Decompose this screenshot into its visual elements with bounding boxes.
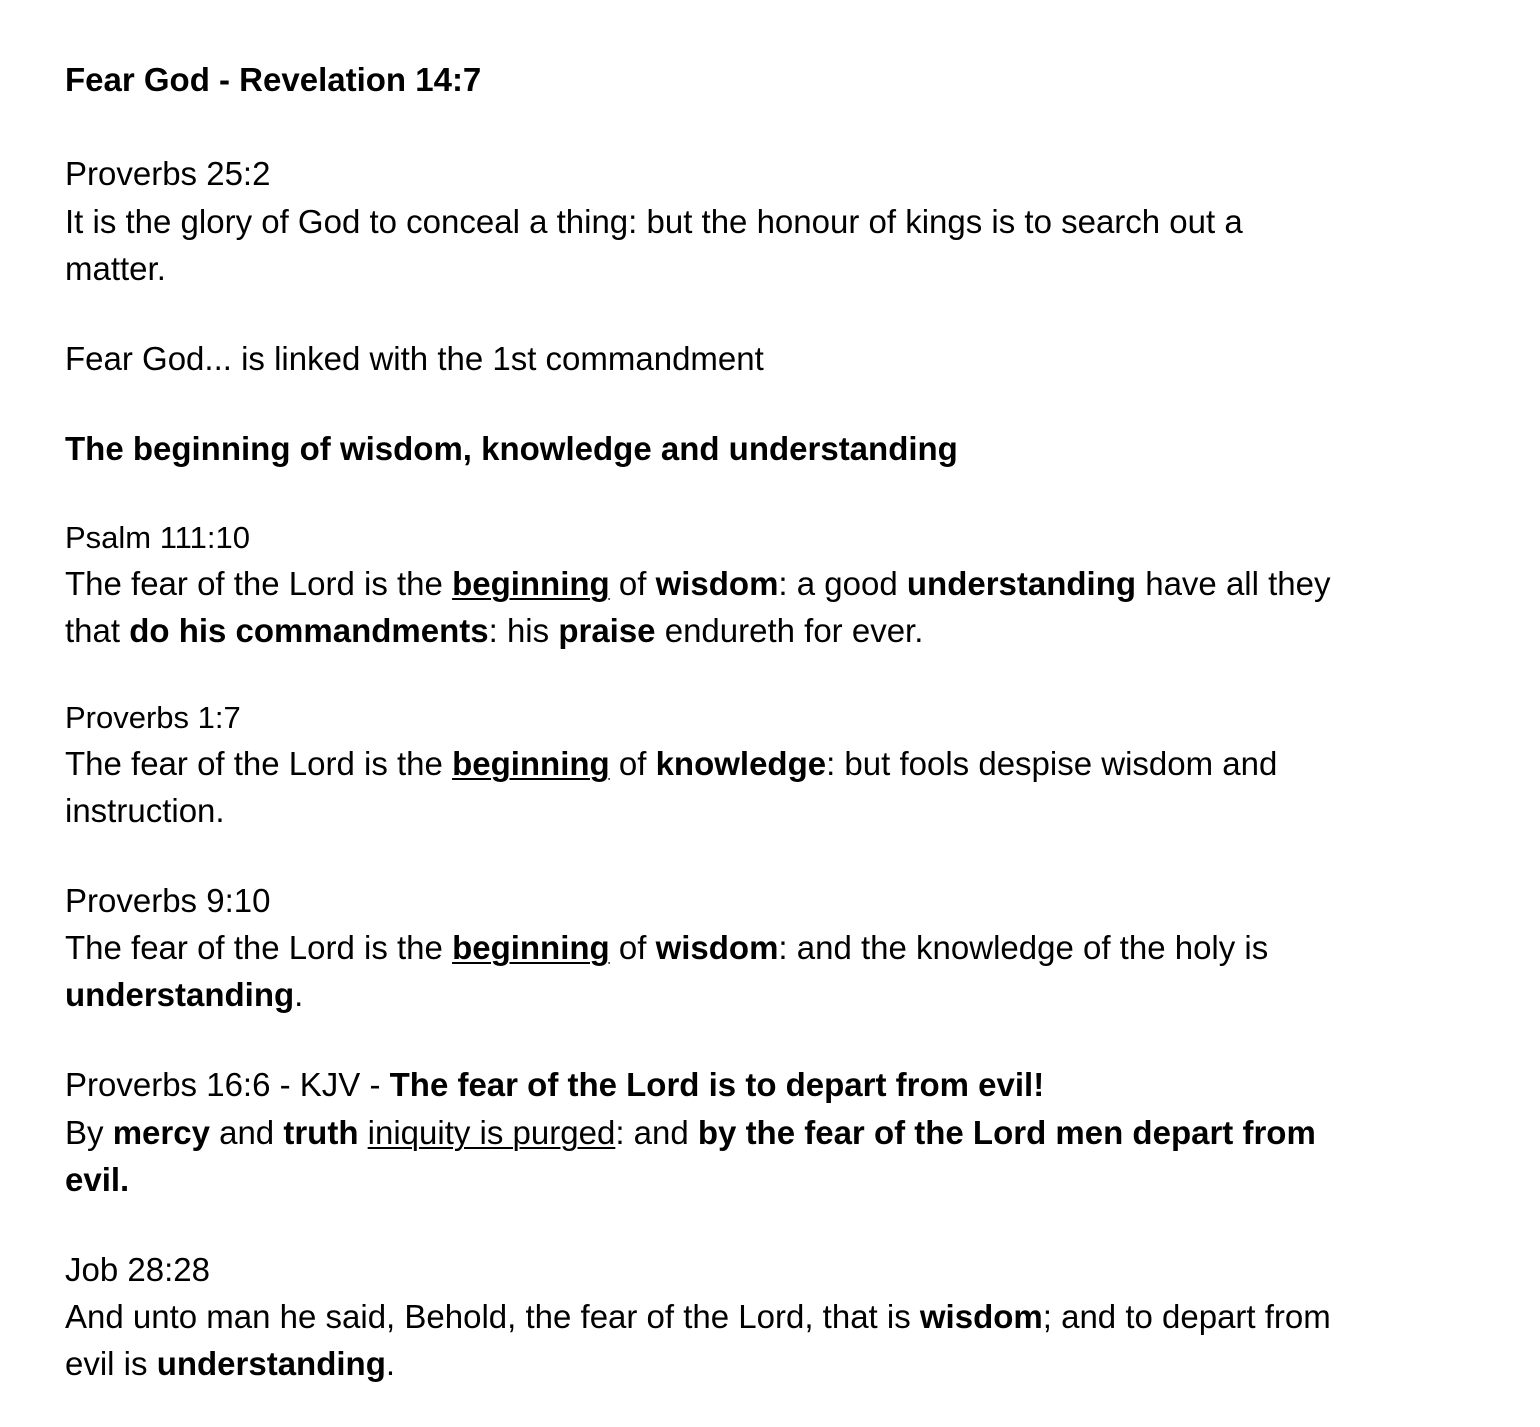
text-run: By	[65, 1114, 113, 1151]
underlined-text: iniquity is purged	[367, 1114, 616, 1151]
emphasis-underlined: beginning	[452, 929, 610, 966]
emphasis: understanding	[156, 1345, 386, 1382]
text-run: evil is	[65, 1345, 157, 1382]
text-run: of	[609, 929, 656, 966]
verse-text-line	[65, 611, 923, 651]
emphasis: wisdom	[919, 1298, 1043, 1335]
text-run: Proverbs 16:6 - KJV -	[65, 1066, 390, 1103]
verse-text-line	[65, 1160, 129, 1200]
text-run: : a good	[778, 565, 907, 602]
emphasis-underlined: beginning	[452, 565, 610, 602]
verse-text-line: It is the glory of God to conceal a thing: but the honour of kings is to search out a	[65, 203, 1243, 240]
text-run: : but fools despise wisdom and	[826, 745, 1278, 782]
verse-text-line	[65, 1113, 1316, 1153]
text-run: endureth for ever.	[655, 612, 924, 649]
text-run: : his	[488, 612, 559, 649]
emphasis: by the fear of the Lord men depart from	[697, 1114, 1316, 1151]
text-run: that	[65, 612, 130, 649]
emphasis: knowledge	[655, 745, 827, 782]
emphasis: The fear of the Lord is to depart from evil!	[389, 1066, 1045, 1103]
verse-ref-proverbs-25-2: Proverbs 25:2	[65, 155, 271, 192]
text-run: .	[294, 976, 304, 1013]
verse-ref-proverbs-1-7: Proverbs 1:7	[65, 700, 241, 735]
text-run: of	[609, 565, 656, 602]
section-heading: The beginning of wisdom, knowledge and understanding	[65, 430, 958, 467]
text-run: of	[609, 745, 656, 782]
verse-ref-proverbs-9-10: Proverbs 9:10	[65, 882, 271, 919]
emphasis: understanding	[65, 976, 295, 1013]
verse-text-line: instruction.	[65, 792, 225, 829]
emphasis: evil.	[65, 1161, 130, 1198]
verse-ref-job-28-28: Job 28:28	[65, 1251, 210, 1288]
emphasis: do his commandments	[129, 612, 489, 649]
verse-text-line	[65, 975, 303, 1015]
text-run: : and	[615, 1114, 698, 1151]
emphasis: wisdom	[655, 565, 779, 602]
text-run: The fear of the Lord is the	[65, 745, 453, 782]
text-run: .	[385, 1345, 396, 1382]
verse-text-line: matter.	[65, 250, 166, 287]
emphasis: praise	[558, 612, 656, 649]
document-title: Fear God - Revelation 14:7	[65, 61, 482, 98]
note-text: Fear God... is linked with the 1st commandment	[65, 340, 764, 377]
text-run	[358, 1114, 367, 1151]
text-run: The fear of the Lord is the	[65, 929, 453, 966]
text-run: The fear of the Lord is the	[65, 565, 453, 602]
text-run: have all they	[1136, 565, 1331, 602]
verse-text-line	[65, 1297, 1331, 1337]
text-run: and	[209, 1114, 284, 1151]
verse-ref-proverbs-16-6	[65, 1065, 1044, 1105]
emphasis: mercy	[112, 1114, 210, 1151]
verse-text-line	[65, 744, 1277, 784]
verse-text-line	[65, 564, 1331, 604]
text-run: ; and to depart from	[1042, 1298, 1331, 1335]
emphasis-underlined: beginning	[452, 745, 610, 782]
emphasis: truth	[283, 1114, 359, 1151]
text-run: : and the knowledge of the holy is	[778, 929, 1269, 966]
emphasis: wisdom	[655, 929, 779, 966]
emphasis: understanding	[906, 565, 1137, 602]
verse-text-line	[65, 928, 1268, 968]
verse-ref-psalm-111-10: Psalm 111:10	[65, 520, 250, 555]
text-run: And unto man he said, Behold, the fear of the Lord, that is	[65, 1298, 920, 1335]
verse-text-line	[65, 1344, 395, 1384]
